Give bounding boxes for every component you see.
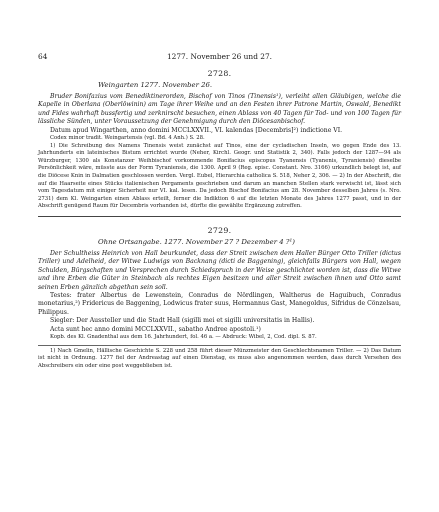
witness-list: Testes: frater Albertus de Lewenstein, Conradus de Nördlingen, Waltherus de Haguibuch, Conradus monetarius,²) Fridericus de Baggening, Lodwicus frater suus, Hermannus Gast, Manegoldus, Sifridus de Cönzelsau, Philippus. bbox=[38, 292, 401, 316]
document-number: 2729. bbox=[207, 225, 232, 235]
sealer-clause: Siegler: Der Aussteller und die Stadt Hall (sigilli mei et sigilli universitatis in Hallis). bbox=[50, 317, 315, 325]
acta-clause: Acta sunt hec anno domini MCCLXXVII., sabatho Andree apostoli.¹) bbox=[50, 325, 261, 333]
source-note: Kopb. des Kl. Gnadenthal aus dem 16. Jahrhundert, fol. 46 a. — Abdruck: Wibel, 2, Cod. dipl. S. 87. bbox=[50, 334, 317, 341]
header-title: 1277. November 26 und 27. bbox=[166, 52, 273, 61]
page-number: 64 bbox=[38, 52, 48, 61]
document-dateline: Weingarten 1277. November 26. bbox=[98, 81, 213, 89]
footnote-rule bbox=[38, 345, 401, 346]
document-dateline: Ohne Ortsangabe. 1277. November 27 ? Dezember 4 ?¹) bbox=[98, 237, 295, 246]
document-2728 bbox=[38, 69, 401, 211]
regest-text: Bruder Bonifazius vom Benediktinerorden, Bischof von Tinos (Tinensis¹), verleiht allen Gläubigen, welche die Kapelle in Oberlana (Oberlöwinin) am Tage ihrer Weihe und an den Festen ihrer Patrone Martin, Oswald, Benedikt und Fides wahrhaft bussfertig und zerknirscht besuchen, einen Ablass von 40 Tagen für Tod- und von 100 Tagen für lässliche Sünden, unter Voraussetzung der Genehmigung durch den Diöcesanbischof. bbox=[38, 93, 401, 126]
section-divider bbox=[38, 216, 401, 217]
document-2729 bbox=[38, 226, 401, 371]
document-number: 2728. bbox=[207, 69, 232, 78]
footnote-block: 1) Nach Gmelin, Hällische Geschichte S. 228 und 258 führt dieser Münzmeister den Geschlechtsnamen Triller. — 2) Das Datum ist nicht in Ordnung. 1277 fiel der Andreastag auf einen Dienstag, es muss also angenommen werden, dass durch Versehen des Abschreibers ein oder eine post weggeblieben ist. bbox=[38, 347, 401, 369]
regest-text: Der Schultheiss Heinrich von Hall beurkundet, dass der Streit zwischen dem Haller Bürger Otto Triller (dictus Triller) und Adelheid, der Witwe Ludwigs von Backnang (dicti de Baggening), gleichfalls Bürgers von Hall, wegen Schulden, Bürgschaften und Versprechen durch Schiedspruch in der Weise geschlichtet worden ist, dass die Witwe und ihre Erben die Güter in Steinbach als rechtes Eigen besitzen und aller Streit zwischen ihnen und Otto samt seinen Erben gänzlich abgethan sein soll. bbox=[38, 249, 401, 291]
running-header bbox=[38, 52, 401, 64]
footnote-block: 1) Die Schreibung des Namens Tinensis weist zunächst auf Tinos, eine der cycladischen Inseln, wo gegen Ende des 13. Jahrhunderts ein lateinisches Bistum errichtet wurde (Neher, Kirchl. Geogr. und Statistik 2, 340). Falls jedoch der 1287—94 als Würzburger, 1300 als Konstanzer Weihbischof vorkommende Bonifacius episcopus Tyanensis (Tyanenis, Tyraniensis) dieselbe Persönlichkeit wäre, müsste aus der Form Tyraniensis, die 1300. April 9 (Reg. episc. Constant. Nro. 3166) urkundlich belegt ist, auf die Diöcese Knin in Dalmatien geschlossen werden. Vergl. Eubel, Hierarchia catholica S. 518, Neher 2, 306. — 2) In der Abschrift, die auf die Haarseite eines Stücks italienischen Pergaments geschrieben und darum an manchen Stellen stark verwischt ist, lässt sich vom Tagesdatum mit einiger Sicherheit nur VI. kal. lesen. Da jedoch Bischof Bonifacius am 28. November desselben Jahres (s. Nro. 2731) dem Kl. Weingarten einen Ablass erteilt, ferner die Indiktion 6 auf die letzten Monate des Jahres 1277 passt, und in der Abschrift genügend Raum für Decembris vorhanden ist, dürfte die gewählte Ergänzung zutreffen. bbox=[38, 142, 401, 210]
dating-clause: Datum apud Wingarthen, anno domini MCCLXXVII., VI. kalendas [Decembris]²) indictione VI. bbox=[50, 126, 343, 134]
source-note: Codex minor tradit. Weingartensis (vgl. Bd. 4 Anh.) S. 28. bbox=[50, 135, 205, 142]
